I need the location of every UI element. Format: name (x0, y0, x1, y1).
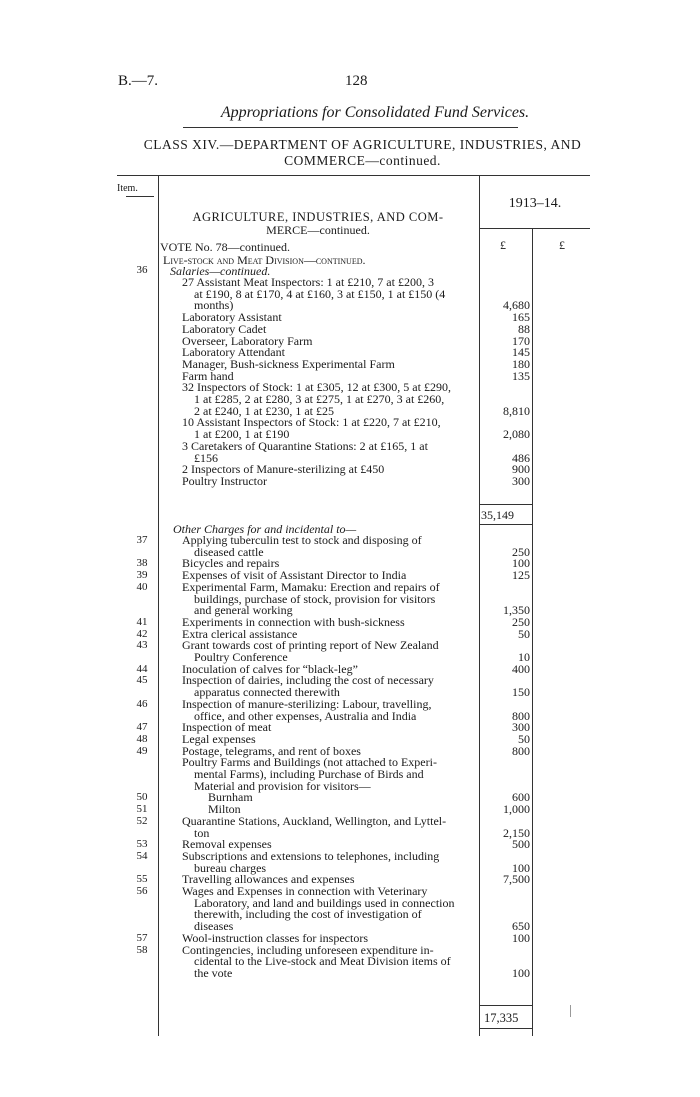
charges-total-rule-top (479, 1005, 532, 1006)
item-number: 50 (136, 791, 148, 804)
charge-line: apparatus connected therewith (194, 685, 340, 700)
item-number: 56 (136, 885, 148, 897)
salary-amount: 2,080 (503, 427, 530, 442)
class-heading-line2 (0, 153, 700, 169)
salary-amount: 486 (512, 450, 530, 465)
salary-line: at £190, 8 at £170, 4 at £160, 3 at £150, 1 at £150 (4 (194, 286, 446, 301)
charge-line: Burnham (208, 790, 253, 805)
charge-amount: 10 (518, 650, 530, 664)
charge-line: bureau charges (194, 860, 267, 875)
item-number: 51 (136, 803, 148, 816)
charge-line: Applying tuberculin test to stock and disposing of (182, 533, 422, 547)
item-number: 49 (136, 744, 148, 757)
salary-amount: 145 (512, 345, 530, 360)
page-title: Appropriations for Consolidated Fund Services. (220, 104, 530, 121)
item-number: 45 (136, 674, 148, 687)
charge-amount: 250 (512, 544, 530, 559)
charge-amount: 600 (512, 790, 530, 805)
item-number: 43 (136, 639, 148, 652)
charge-line: Material and provision for visitors— (194, 778, 371, 793)
charge-amount: 250 (512, 614, 530, 629)
amount-column-rule-mid (532, 228, 533, 1036)
charge-amount: 100 (512, 930, 530, 945)
salary-line: 2 at £240, 1 at £230, 1 at £25 (194, 403, 334, 418)
item-number: 57 (136, 931, 148, 944)
charge-line: mental Farms), including Purchase of Birds and (194, 767, 424, 781)
salary-line: £156 (194, 450, 218, 465)
charge-line: Laboratory, and land and buildings used in connection (194, 895, 455, 910)
charges-total-rule-bottom (479, 1028, 532, 1029)
pound-sign-1: £ (500, 238, 506, 252)
other-charges-heading: Other Charges for and incidental to— (173, 522, 357, 536)
charge-line: Legal expenses (182, 731, 256, 746)
charge-line: Poultry Conference (194, 650, 288, 664)
charge-line: office, and other expenses, Australia and India (194, 708, 417, 723)
salary-amount: 165 (512, 310, 530, 325)
charge-line: Quarantine Stations, Auckland, Wellington, and Lyttel- (182, 813, 447, 828)
salary-amount: 170 (512, 333, 530, 348)
item-number: 53 (136, 838, 148, 851)
charge-line: Wages and Expenses in connection with Veterinary (182, 884, 428, 898)
section-heading-line2: MERCE—continued. (266, 223, 370, 237)
salary-line: Laboratory Cadet (182, 321, 267, 336)
charge-amount: 100 (512, 860, 530, 875)
item-number: 42 (136, 627, 148, 640)
charge-amount: 1,350 (503, 603, 530, 618)
salaries-total-rule-bottom (479, 524, 532, 525)
charge-amount: 2,150 (503, 825, 530, 840)
charge-line: Inspection of manure-sterilizing: Labour, travelling, (182, 696, 432, 711)
salary-line: 1 at £200, 1 at £190 (194, 427, 290, 442)
charge-line: Poultry Farms and Buildings (not attached to Experi- (182, 755, 437, 770)
item-number: 44 (136, 662, 148, 675)
item-number: 52 (136, 814, 148, 827)
item-number: 47 (136, 721, 148, 734)
charge-line: Experiments in connection with bush-sickness (182, 614, 405, 629)
salaries-total: 35,149 (481, 508, 514, 522)
charge-line: Contingencies, including unforeseen expenditure in- (182, 942, 434, 957)
item-number: 54 (136, 849, 148, 862)
charge-amount: 500 (512, 837, 530, 852)
charge-line: Inspection of dairies, including the cost of necessary (182, 673, 434, 688)
charge-amount: 100 (512, 965, 530, 980)
charge-line: diseased cattle (194, 544, 264, 559)
charge-line: Inspection of meat (182, 720, 272, 735)
item-number: 39 (136, 569, 148, 582)
vote-heading: VOTE No. 78—continued. (160, 240, 290, 254)
charge-line: buildings, purchase of stock, provision for visitors (194, 591, 436, 606)
item-number: 38 (136, 557, 148, 570)
charge-line: ton (194, 825, 210, 840)
item-number: 55 (136, 873, 148, 886)
charge-amount: 300 (512, 720, 530, 735)
salary-line: Laboratory Attendant (182, 345, 285, 360)
charge-amount: 1,000 (503, 802, 530, 817)
item-column-header: Item. (117, 183, 138, 194)
charge-amount: 100 (512, 556, 530, 571)
item-number: 37 (136, 534, 148, 546)
charge-line: Postage, telegrams, and rent of boxes (182, 743, 361, 758)
item-number: 48 (136, 732, 148, 745)
salary-line: Manager, Bush-sickness Experimental Farm (182, 356, 395, 371)
charge-line: Travelling allowances and expenses (182, 872, 355, 887)
charge-line: and general working (194, 603, 293, 618)
class-heading-line2-text: COMMERCE—continued. (284, 153, 441, 168)
salaries-heading: Salaries—continued. (170, 264, 271, 278)
charge-line: the vote (194, 965, 233, 980)
table-top-rule (117, 175, 590, 176)
item-column-rule (158, 176, 159, 1036)
charge-line: therewith, including the cost of investigation of (194, 907, 422, 922)
salary-amount: 88 (518, 321, 530, 336)
item-number-36: 36 (136, 264, 148, 276)
pound-sign-2: £ (559, 238, 565, 252)
charge-line: Removal expenses (182, 837, 272, 852)
salary-line: 10 Assistant Inspectors of Stock: 1 at £220, 7 at £210, (182, 415, 441, 430)
section-heading-line1: AGRICULTURE, INDUSTRIES, AND COM- (192, 210, 444, 224)
item-number: 41 (136, 615, 148, 628)
charge-amount: 125 (512, 568, 530, 583)
margin-mark (570, 1005, 571, 1017)
salary-line: Poultry Instructor (182, 473, 267, 488)
salary-line: 2 Inspectors of Manure-sterilizing at £450 (182, 462, 385, 477)
salary-line: months) (194, 298, 234, 313)
charge-amount: 800 (512, 708, 530, 723)
charge-amount: 50 (518, 731, 530, 746)
charge-amount: 400 (512, 661, 530, 676)
salary-amount: 900 (512, 462, 530, 477)
charge-line: Experimental Farm, Mamaku: Erection and repairs of (182, 579, 440, 594)
document-code: B.—7. (118, 73, 159, 89)
year-column-header: 1913–14. (508, 196, 562, 211)
salary-amount: 8,810 (503, 403, 530, 418)
salary-amount: 180 (512, 356, 530, 371)
class-heading-line1: CLASS XIV.—DEPARTMENT OF AGRICULTURE, INDUSTRIES, AND (143, 137, 582, 152)
salary-line: 1 at £285, 2 at £280, 3 at £275, 1 at £270, 3 at £260, (194, 392, 445, 406)
salary-amount: 135 (512, 368, 530, 383)
year-heading-rule (479, 228, 590, 229)
other-charges-total: 17,335 (484, 1011, 519, 1025)
salaries-total-rule-top (479, 504, 532, 505)
item-number: 58 (136, 943, 148, 956)
charge-line: cidental to the Live-stock and Meat Division items of (194, 954, 451, 969)
division-heading: Live-stock and Meat Division—continued. (163, 253, 366, 267)
salary-line: Overseer, Laboratory Farm (182, 333, 313, 348)
charge-line: diseases (194, 919, 234, 934)
salary-amount: 4,680 (503, 298, 530, 313)
salary-line: 3 Caretakers of Quarantine Stations: 2 at £165, 1 at (182, 438, 428, 453)
charge-line: Wool-instruction classes for inspectors (182, 930, 368, 945)
charge-amount: 650 (512, 919, 530, 934)
item-number: 40 (136, 580, 148, 593)
salary-line: Farm hand (182, 368, 234, 383)
salary-amount: 300 (512, 473, 530, 488)
charge-amount: 7,500 (503, 872, 530, 887)
charge-line: Milton (208, 802, 241, 817)
charge-line: Grant towards cost of printing report of New Zealand (182, 638, 439, 653)
title-rule (183, 127, 518, 128)
charge-amount: 150 (512, 685, 530, 700)
salary-line: Laboratory Assistant (182, 310, 282, 325)
charge-line: Extra clerical assistance (182, 626, 298, 641)
charge-amount: 50 (518, 626, 530, 641)
item-number: 46 (136, 697, 148, 710)
charge-amount: 800 (512, 743, 530, 758)
charge-line: Inoculation of calves for “black-leg” (182, 661, 358, 676)
charge-line: Expenses of visit of Assistant Director to India (182, 568, 407, 583)
charge-line: Subscriptions and extensions to telephones, including (182, 848, 440, 863)
salary-line: 32 Inspectors of Stock: 1 at £305, 12 at £300, 5 at £290, (182, 380, 451, 395)
page-number: 128 (345, 73, 368, 89)
item-header-rule (126, 196, 154, 197)
salary-line: 27 Assistant Meat Inspectors: 1 at £210, 7 at £200, 3 (182, 275, 434, 289)
charge-line: Bicycles and repairs (182, 556, 280, 571)
